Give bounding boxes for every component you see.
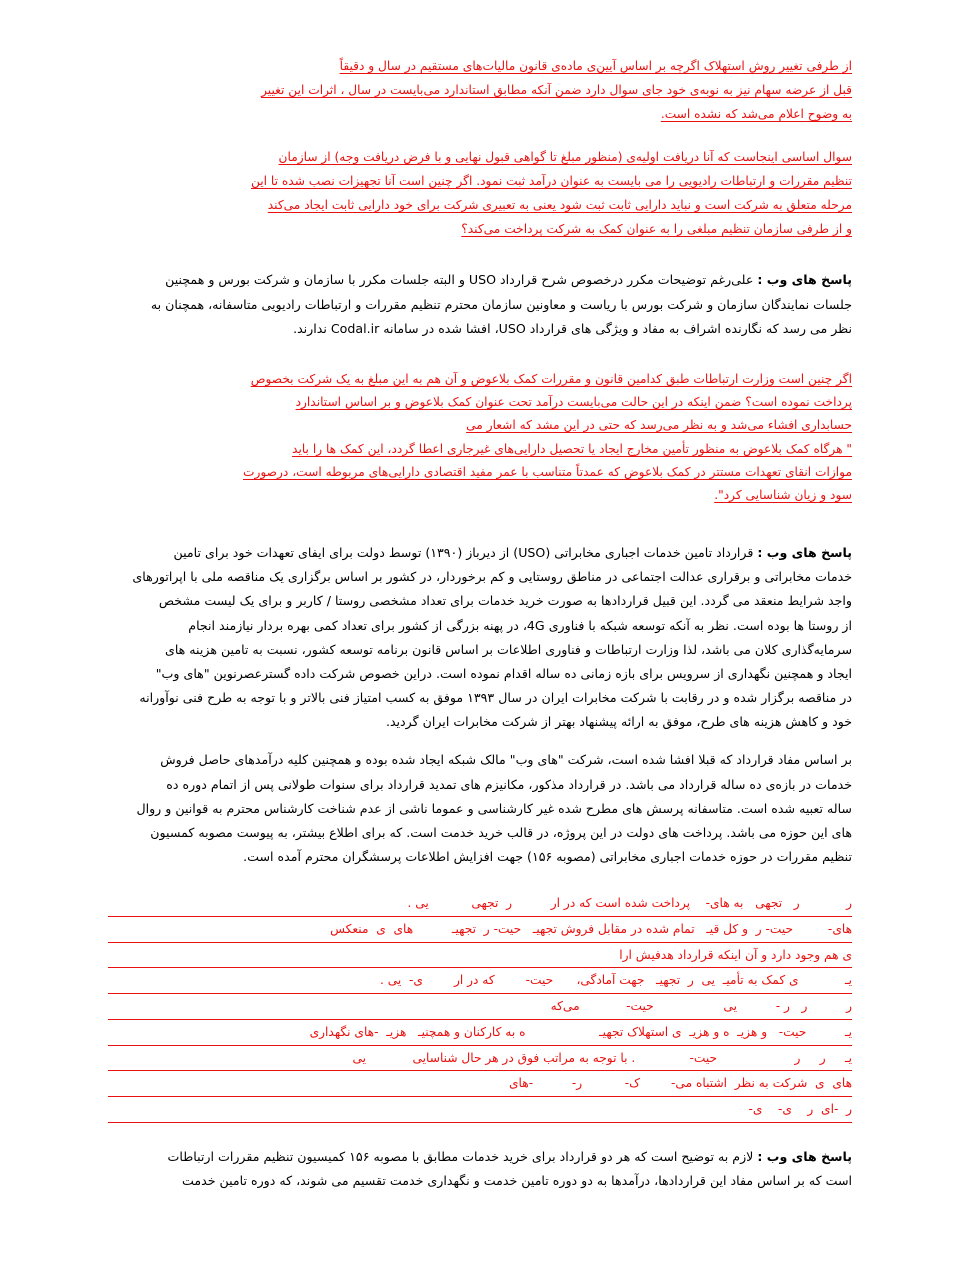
answer-label: پاسخ های وب : [757, 1148, 852, 1164]
spacer [108, 521, 852, 541]
paragraph-answer-2 [108, 541, 852, 734]
fragment-line: یـ ر ر حیت- . با توجه به مراتب فوق در هر حال شناسایی یی [108, 1048, 852, 1072]
paragraph-line: سرمایه‌گذاری کلان می باشد، لذا وزارت ارتباطات و فناوری اطلاعات بر اساس قانون برنامه توسعه کشور، نسبت به تامین هزینه های [164, 641, 852, 657]
fragment-line: یـ ی کمک به تأمیـ یی ر تجهیـ جهت آمادگی، حیت- که در ار ی- یی . [108, 970, 852, 994]
paragraph-line: تنظیم مقررات در حوزه خدمات اجباری مخابراتی (مصوبه ۱۵۶) جهت افزایش اطلاعات پرسشگران محترم آمده است. [243, 849, 852, 865]
paragraph-line: جلسات نمایندگان سازمان و شرکت بورس با ریاست و معاونین سازمان محترم تنظیم مقررات و ارتباطات رادیویی متاسفانه، همچنان به [150, 296, 852, 312]
paragraph-line: نظر می رسد که نگارنده اشراف به مفاد و ویژگی های قرارداد USO، افشا شده در سامانه Codal.ir ندارند. [293, 320, 852, 336]
paragraph-line: است که بر اساس مفاد این قراردادها، درآمدها به دو دوره تامین خدمت و نگهداری خدمت تقسیم می شوند، که دوره تامین خدمت [181, 1172, 852, 1188]
fragment-line: ی هم وجود دارد و آن اینکه قرارداد هدفیش ارا [108, 945, 852, 969]
spacer [108, 883, 852, 889]
fragment-line: ر ر ر - یی حیت- می‌که [108, 996, 852, 1020]
paragraph-line-with-lead [108, 1145, 852, 1169]
paragraph-line: های این حوزه می باشد. پرداخت های دولت در این پروژه، در قالب خرید خدمت است. که برای اطلاع بیشتر، به پیوست مصوبه کمسیون [150, 824, 852, 840]
paragraph-line: از طرفی تغییر روش استهلاک اگرچه بر اساس آیین‌ی ماده‌ی قانون مالیات‌های مستقیم در سال و دقیقاً [339, 59, 852, 73]
paragraph-line: خدمات در بازه‌ی ده ساله قرارداد می باشد. در قرارداد مذکور، مکانیزم های تمدید قرارداد برای سنوات طولانی پس از اتمام دوره ده [166, 776, 852, 792]
paragraph-line: موازات انقای تعهدات مستتر در کمک بلاعوض که عمدتاً متناسب با عمر مفید اقتصادی دارایی‌های مربوطه است، درصورت [243, 464, 852, 479]
spacer [108, 1125, 852, 1145]
paragraph-line: ساله تعبیه شده است. متاسفانه پرسش های مطرح شده غیر کارشناسی و عموما ناشی از عدم شناخت کارشناس محترم به قوانین و روال [136, 800, 852, 816]
paragraph-line: " هرگاه کمک بلاعوض به منظور تأمین مخارج ایجاد یا تحصیل دارایی‌های غیرجاری اعطا گردد، این کمک ها را باید [292, 441, 852, 456]
answer-label: پاسخ های وب : [757, 272, 852, 288]
paragraph-answer-1 [108, 268, 852, 341]
spacer [108, 355, 852, 368]
paragraph-answer-3 [108, 748, 852, 869]
paragraph-line: واجد شرایط منعقد می گردد. این قبیل قراردادها به صورت خرید خدمات برای تعداد مشخصی روستا / کاربر و برای یک لیست مشخص [158, 593, 852, 609]
paragraph-line: سود و زیان شناسایی کرد". [714, 487, 852, 502]
paragraph-line: ایجاد و همچنین نگهداری از سرویس برای بازه زمانی ده ساله اقدام نموده است. دراین خصوص شرکت داده گسترعصرنوین "های وب" [155, 665, 852, 681]
paragraph-line: سوال اساسی اینجاست که آنا دریافت اولیه‌ی (منظور مبلغ تا گواهی قبول نهایی و با فرض دریافت وجه) از سازمان [278, 150, 852, 165]
paragraph-answer-final [108, 1145, 852, 1193]
paragraph-line: در مناقصه برگزار شده و در رقابت با شرکت مخابرات ایران در سال ۱۳۹۳ موفق به کسب امتیاز فنی بالاتر و با توجه به طرح فنی نوآورانه [139, 690, 852, 706]
paragraph-line: قرارداد تامین خدمات اجباری مخابراتی (USO) از دیرباز (۱۳۹۰) توسط دولت برای ایفای تعهدات خود برای تامین [173, 545, 754, 561]
paragraph-line: مرحله متعلق به شرکت است و نباید دارایی ثابت ثبت شود یعنی به تعبیری شرکت برای خود دارایی ثابت ایجاد می‌کند [267, 197, 852, 212]
fragment-line: های- حیت- ر و کل قیـ تمام شده در مقابل فروش تجهیـ حیت- ر تجهیـ های ی منعکس [108, 919, 852, 943]
fragment-line: های ی شرکت به نظر اشتباه می- ک- ر- -های [108, 1073, 852, 1097]
paragraph-depreciation-question [108, 55, 852, 126]
paragraph-line: خود و کاهش هزینه های طرح، موفق به ارائه پیشنهاد بهتر از شرکت مخابرات ایران گردید. [385, 714, 852, 730]
paragraph-line: قبل از عرضه سهام نیز به نوبه‌ی خود جای سوال دارد ضمن آنکه مطابق استاندارد می‌بایست در سال ، اثرات این تغییر [261, 82, 852, 97]
paragraph-redacted-fragments [108, 893, 852, 1122]
paragraph-line: به وضوح اعلام می‌شد که نشده است. [660, 106, 852, 121]
paragraph-line: تنظیم مقررات و ارتباطات رادیویی را می بایست به عنوان درآمد ثبت نمود. اگر چنین است آنا تجهیزات نصب شده تا این [251, 174, 852, 189]
paragraph-line: از روستا ها بوده است. نظر به آنکه توسعه شبکه با فناوری 4G، در پهنه بزرگی از کشور برای تعداد کمی بهره بردار نیازمند انجام [188, 617, 852, 633]
paragraph-line: بر اساس مفاد قرارداد که قبلا افشا شده است، شرکت "های وب" مالک شبکه ایجاد شده بوده و همچنین کلیه درآمدهای حاصل فروش [160, 752, 852, 768]
paragraph-line: و از طرفی سازمان تنظیم مبلغی را به عنوان کمک به شرکت پرداخت می‌کند؟ [461, 221, 852, 236]
paragraph-line-with-lead [108, 268, 852, 292]
fragment-line: ر -ای ر ی- ی- [108, 1099, 852, 1123]
fragment-line: یـ حیت- و هزیـ ه و هزیـ ی استهلاک تجهیـ ه به کارکنان و همچنیـ هزیـ -های نگهداری [108, 1022, 852, 1046]
paragraph-line: خدمات مخابراتی و برقراری عدالت اجتماعی در مناطق روستایی و کم برخوردار، در کشور بر اساس برگزاری یک مناقصه ملی با اپراتورهای [132, 569, 852, 585]
paragraph-line: علی‌رغم توضیحات مکرر درخصوص شرح قرارداد USO و البته جلسات مکرر با سازمان و شرکت بورس و همچنین [165, 272, 754, 288]
paragraph-fundamental-question [108, 146, 852, 241]
paragraph-line-with-lead [108, 541, 852, 565]
fragment-line: ر ر تجهی به های- پرداخت شده است که در ار ر تجهی یی . [108, 893, 852, 917]
paragraph-line: لازم به توضیح است که هر دو قرارداد برای خرید خدمات مطابق با مصوبه ۱۵۶ کمیسیون تنظیم مقررات ارتباطات [167, 1148, 754, 1164]
answer-label: پاسخ های وب : [757, 545, 852, 561]
paragraph-line: پرداخت نموده است؟ ضمن اینکه در این حالت می‌بایست درآمد تحت عنوان کمک بلاعوض و بر اساس استاندارد [295, 395, 852, 410]
paragraph-grant-question [108, 368, 852, 507]
paragraph-line: حسابداری افشاء می‌شد و به نظر می‌رسد که حتی در این مشد که اشعار می [466, 418, 852, 433]
spacer [108, 255, 852, 268]
paragraph-line: اگر چنین است وزارت ارتباطات طبق کدامین قانون و مقررات کمک بلاعوض و آن هم به این مبلغ به یک شرکت بخصوص [250, 371, 852, 386]
